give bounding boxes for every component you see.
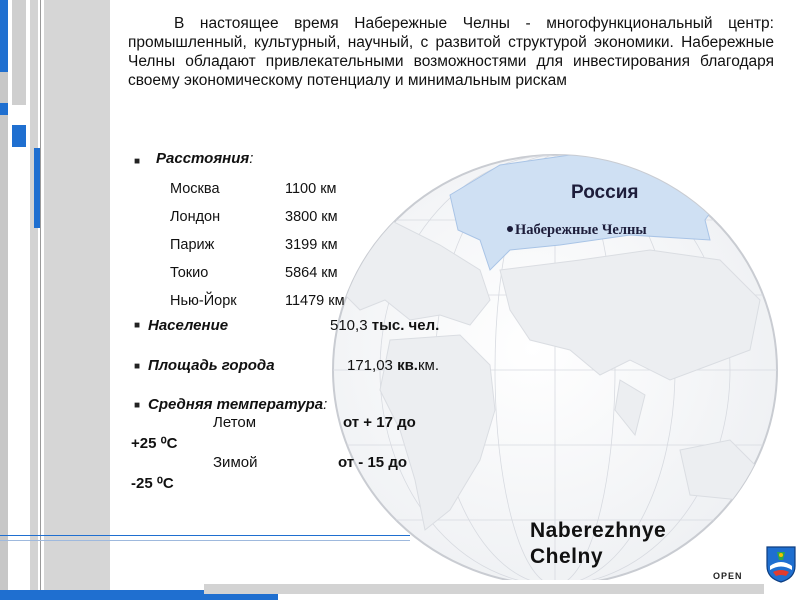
bullet-area: ■: [134, 361, 141, 372]
bullet-distances: ■: [134, 156, 141, 167]
distance-km: 5864 км: [285, 265, 338, 281]
temperature-winter-range: от - 15 до: [338, 454, 408, 471]
distances-heading: [156, 150, 253, 167]
distances-label: Расстояния: [156, 150, 250, 167]
distance-km: 11479 км: [285, 293, 345, 309]
area-unit-bold: кв.: [397, 357, 418, 374]
distance-city: Нью-Йорк: [170, 293, 237, 309]
temperature-summer-end: +25 ⁰С: [131, 435, 178, 452]
left-stripe-gray-long: [30, 0, 38, 600]
distance-city: Париж: [170, 237, 215, 253]
map-city-marker: [507, 226, 513, 232]
english-name-line1: Naberezhnye: [530, 519, 667, 542]
distance-km: 1100 км: [285, 181, 337, 197]
left-stripe-gray-wide: [0, 0, 8, 600]
logo-caption: OPEN: [713, 571, 743, 581]
population-label: Население: [148, 317, 229, 334]
area-label: Площадь города: [148, 357, 275, 374]
bullet-temperature: ■: [134, 400, 141, 411]
distance-city: Москва: [170, 181, 220, 197]
distance-city: Лондон: [170, 209, 221, 225]
temperature-colon: :: [323, 396, 328, 413]
intro-paragraph: В настоящее время Набережные Челны - многофункциональный центр: промышленный, культурный, научный, с развитой структурой экономики. Набережные Челны обладают привлекательными возможностями для инвестирования благодаря своему экономическому потенциалу и минимальным рискам: [128, 15, 774, 89]
left-stripe-line: [40, 0, 41, 600]
distance-km: 3199 км: [285, 237, 338, 253]
temperature-label: Средняя температура: [148, 396, 324, 413]
left-stripe-blue-small: [0, 103, 8, 115]
city-emblem-icon: [764, 544, 798, 584]
bottom-bar-gray: [204, 584, 764, 594]
left-stripe-blue-mid: [12, 125, 26, 147]
area-value-line: [347, 357, 439, 374]
population-value-line: [330, 317, 439, 334]
left-stripe-blue-top: [0, 0, 8, 72]
english-city-name: [530, 518, 666, 570]
map-city-text: Набережные Челны: [515, 222, 647, 238]
english-name-line2: Chelny: [530, 545, 604, 568]
distance-city: Токио: [170, 265, 209, 281]
temperature-summer-range: от + 17 до: [343, 414, 416, 431]
area-value: 171,03: [347, 357, 393, 374]
area-unit-rest: км.: [417, 357, 440, 374]
left-stripe-gray: [12, 0, 26, 105]
map-country-label: Россия: [571, 182, 639, 203]
distances-colon: :: [249, 150, 254, 167]
temperature-winter-end: -25 ⁰С: [131, 475, 174, 492]
bullet-population: ■: [134, 320, 141, 331]
distance-km: 3800 км: [285, 209, 338, 225]
population-unit: тыс. чел.: [371, 317, 440, 334]
map-city-label: [515, 222, 647, 239]
temperature-heading: [148, 396, 327, 413]
temperature-winter-label: Зимой: [213, 454, 258, 471]
left-stripe-light: [44, 0, 110, 600]
temperature-summer-label: Летом: [213, 414, 257, 431]
population-value: 510,3: [330, 317, 368, 334]
